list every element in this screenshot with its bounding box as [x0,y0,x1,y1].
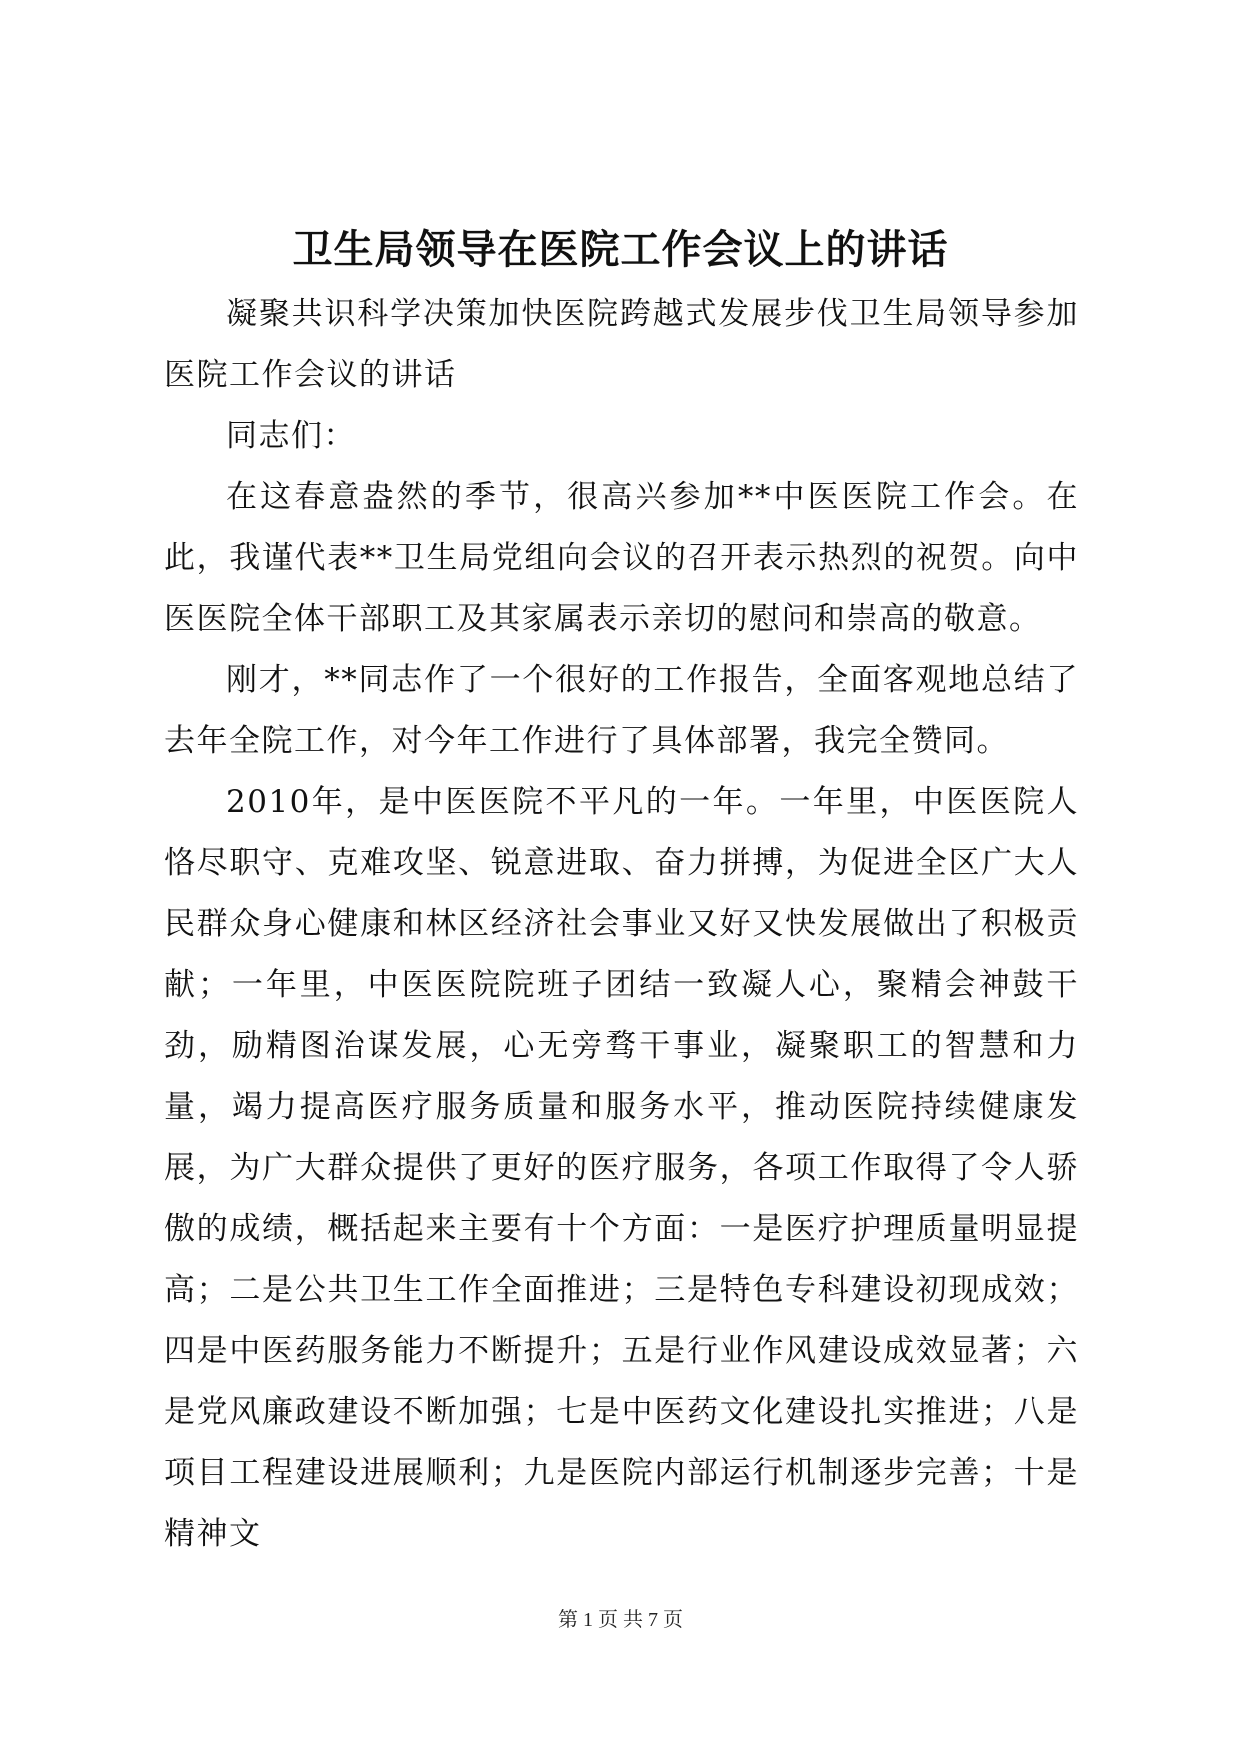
paragraph-salutation: 同志们： [226,418,356,454]
paragraph-greeting: 在这春意盎然的季节，很高兴参加**中医医院工作会。在此，我谨代表**卫生局党组向会议的召开表示热烈的祝贺。向中医医院全体干部职工及其家属表示亲切的慰问和崇高的敬意。 [164,479,1079,637]
paragraph-report-remark: 刚才，**同志作了一个很好的工作报告，全面客观地总结了去年全院工作，对今年工作进行了具体部署，我完全赞同。 [164,662,1079,759]
page-footer [0,1606,1241,1634]
paragraph-subtitle: 凝聚共识科学决策加快医院跨越式发展步伐卫生局领导参加医院工作会议的讲话 [164,296,1079,393]
document-title: 卫生局领导在医院工作会议上的讲话 [292,226,949,273]
document-body [164,284,1079,1565]
paragraph-achievements: 2010年，是中医医院不平凡的一年。一年里，中医医院人恪尽职守、克难攻坚、锐意进取、奋力拼搏，为促进全区广大人民群众身心健康和林区经济社会事业又好又快发展做出了积极贡献；一年里，中医医院院班子团结一致凝人心，聚精会神鼓干劲，励精图治谋发展，心无旁骛干事业，凝聚职工的智慧和力量，竭力提高医疗服务质量和服务水平，推动医院持续健康发展，为广大群众提供了更好的医疗服务，各项工作取得了令人骄傲的成绩，概括起来主要有十个方面：一是医疗护理质量明显提高；二是公共卫生工作全面推进；三是特色专科建设初现成效；四是中医药服务能力不断提升；五是行业作风建设成效显著；六是党风廉政建设不断加强；七是中医药文化建设扎实推进；八是项目工程建设进展顺利；九是医院内部运行机制逐步完善；十是精神文 [164,784,1079,1552]
page-number-label: 第 1 页 共 7 页 [558,1609,683,1631]
